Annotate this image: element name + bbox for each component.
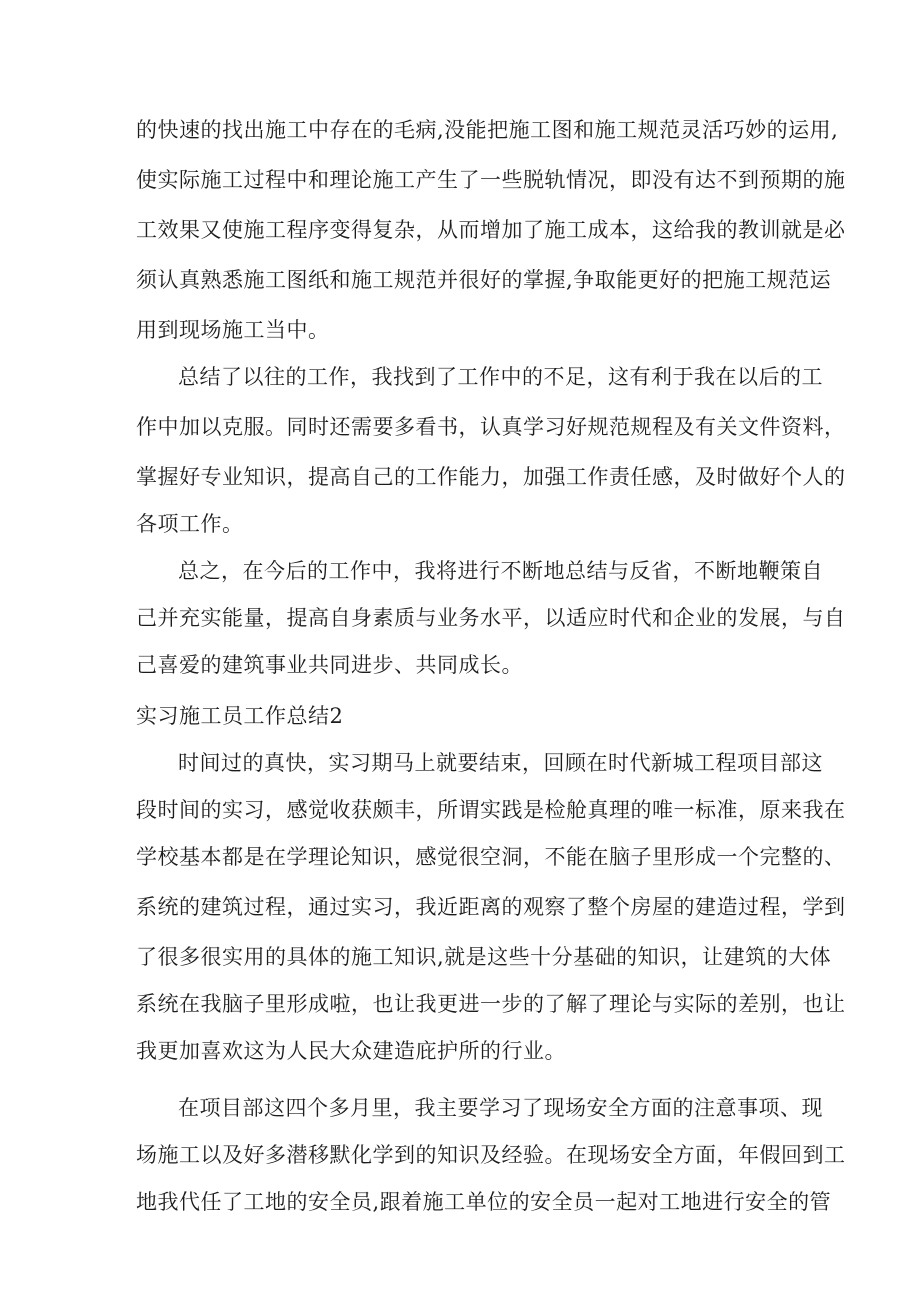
paragraph-2-line-3: 掌握好专业知识，提高自己的工作能力，加强工作责任感，及时做好个人的	[136, 465, 846, 489]
paragraph-3-line-2: 己并充实能量，提高自身素质与业务水平，以适应时代和企业的发展，与自	[136, 606, 846, 630]
paragraph-2-line-4: 各项工作。	[136, 512, 244, 536]
paragraph-1-line-1: 的快速的找出施工中存在的毛病,没能把施工图和施工规范灵活巧妙的运用,	[136, 118, 839, 142]
paragraph-3-line-1: 总之，在今后的工作中，我将进行不断地总结与反省，不断地鞭策自	[178, 559, 823, 583]
paragraph-1-line-2: 使实际施工过程中和理论施工产生了一些脱轨情况，即没有达不到预期的施	[136, 168, 846, 192]
paragraph-2-line-1: 总结了以往的工作，我找到了工作中的不足，这有利于我在以后的工	[178, 365, 823, 389]
paragraph-1-line-5: 用到现场施工当中。	[136, 318, 330, 342]
paragraph-4-line-3: 学校基本都是在学理论知识，感觉很空洞，不能在脑子里形成一个完整的、	[136, 845, 846, 869]
paragraph-5-line-1: 在项目部这四个多月里，我主要学习了现场安全方面的注意事项、现	[178, 1096, 823, 1120]
paragraph-1-line-3: 工效果又使施工程序变得复杂，从而增加了施工成本，这给我的教训就是必	[136, 218, 846, 242]
paragraph-1-line-4: 须认真熟悉施工图纸和施工规范并很好的掌握,争取能更好的把施工规范运	[136, 268, 832, 292]
paragraph-4-line-1: 时间过的真快，实习期马上就要结束，回顾在时代新城工程项目部这	[178, 751, 823, 775]
section-heading: 实习施工员工作总结2	[136, 704, 344, 728]
paragraph-4-line-5: 了很多很实用的具体的施工知识,就是这些十分基础的知识，让建筑的大体	[136, 945, 832, 969]
paragraph-2-line-2: 作中加以克服。同时还需要多看书，认真学习好规范规程及有关文件资料，	[136, 415, 846, 439]
paragraph-4-line-2: 段时间的实习，感觉收获颇丰，所谓实践是检舱真理的唯一标准，原来我在	[136, 798, 846, 822]
paragraph-3-line-3: 己喜爱的建筑事业共同进步、共同成长。	[136, 653, 523, 677]
paragraph-5-line-2: 场施工以及好多潜移默化学到的知识及经验。在现场安全方面，年假回到工	[136, 1143, 846, 1167]
paragraph-4-line-4: 系统的建筑过程，通过实习，我近距离的观察了整个房屋的建造过程，学到	[136, 895, 846, 919]
paragraph-4-line-6: 系统在我脑子里形成啦，也让我更进一步的了解了理论与实际的差别，也让	[136, 992, 846, 1016]
paragraph-5-line-3: 地我代任了工地的安全员,跟着施工单位的安全员一起对工地进行安全的管	[136, 1190, 832, 1214]
paragraph-4-line-7: 我更加喜欢这为人民大众建造庇护所的行业。	[136, 1039, 566, 1063]
